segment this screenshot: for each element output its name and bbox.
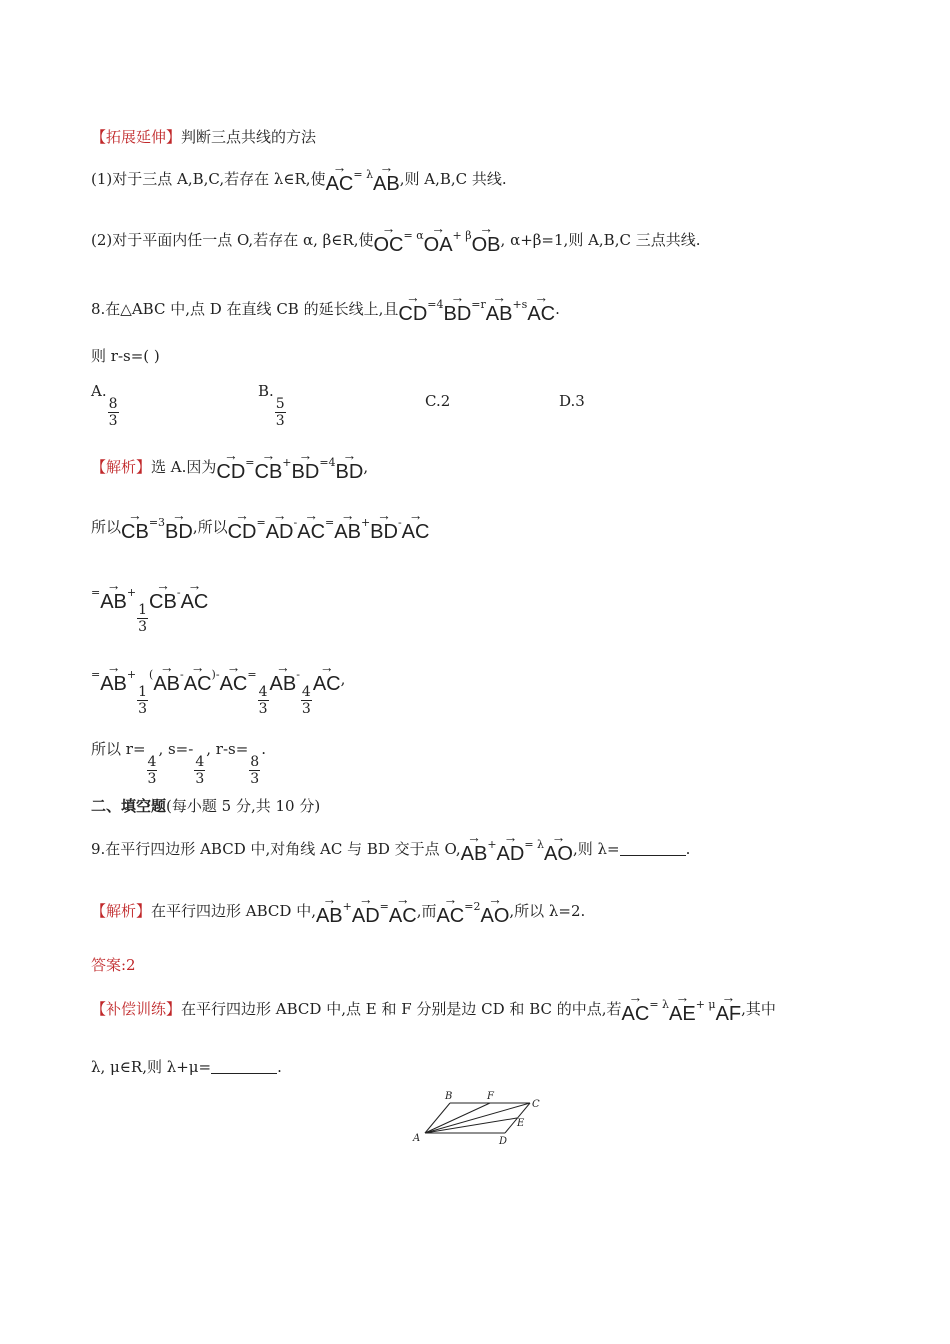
choice-c[interactable]: C.2 xyxy=(425,392,451,410)
vector-OC: → OC xyxy=(373,225,403,255)
label-D: D xyxy=(499,1136,508,1147)
ext-tag: 【拓展延伸】 xyxy=(91,128,182,146)
vector-OA: → OA xyxy=(424,225,453,255)
ext-heading xyxy=(91,126,316,147)
answer-9: 答案:2 xyxy=(91,956,136,974)
choice-b[interactable]: B. $\frac{5}{3}$ xyxy=(258,382,285,429)
label-E: E xyxy=(517,1118,525,1129)
question-8-stem: 8.在△ABC 中,点 D 在直线 CB 的延长线上,且→ $CD^{=4}\to BD^{=r}\to AB^{+s}\to$ AC. xyxy=(91,294,560,324)
ext-point-1: (1)对于三点 A,B,C,若存在 λ∈R,使→ $AC^{= \lambda}\to$ AB,则 A,B,C 共线. xyxy=(91,164,507,194)
extra-question-line-2: λ, μ∈R,则 λ+μ= . xyxy=(91,1058,282,1076)
choice-d[interactable]: D.3 xyxy=(559,392,585,410)
answer-blank-9[interactable] xyxy=(620,841,686,856)
label-F: F xyxy=(487,1091,494,1102)
choice-a[interactable]: A. $\frac{8}{3}$ xyxy=(91,382,118,429)
solution-8-line-1: 【解析】选 A.因为→ $CD^=\to CB^+\to BD^{=4}\to$ BD, xyxy=(91,452,368,482)
section-2-heading: 二、填空题(每小题 5 分,共 10 分) xyxy=(91,797,321,815)
parallelogram-figure xyxy=(405,1085,555,1150)
label-C: C xyxy=(532,1099,540,1110)
solution-9: 【解析】在平行四边形 ABCD 中,→ AB+→ AD=→ AC,而→ $AC^{=2}\to$ AO,所以 λ=2. xyxy=(91,896,585,926)
answer-blank-extra[interactable] xyxy=(211,1059,277,1074)
question-8-ask: 则 r-s=( ) xyxy=(91,347,160,365)
label-A: A xyxy=(413,1133,421,1144)
solution-8-line-2: 所以→ $CB^{=3}\to$ BD,所以→ CD=→ AD-→ AC=→ AB+→ BD-→ AC xyxy=(91,512,429,542)
solution-8-line-5: 所以 r= $\frac{4}{3}$ , s=- $\frac{4}{3}$ , r-s= $\frac{8}{3}$ . xyxy=(91,740,266,787)
solution-8-line-3: =→ AB+ $\frac{1}{3}$ → CB-→ AC xyxy=(91,582,208,635)
label-B: B xyxy=(445,1091,453,1102)
vector-OB: → OB xyxy=(472,225,501,255)
extra-question: 【补偿训练】在平行四边形 ABCD 中,点 E 和 F 分别是边 CD 和 BC 的中点,若→ $AC^{= \lambda}\to AE^{+ \mu}\to$ AF,其中 xyxy=(91,994,776,1024)
ext-point-2: (2)对于平面内任一点 O,若存在 α, β∈R,使→ $OC^{= \alpha}\to OA^{+ \beta}\to$ OB, α+β=1,则 A,B,C 三点共线. xyxy=(91,225,701,255)
vector-AC: → AC xyxy=(326,164,354,194)
vector-AB: → AB xyxy=(373,164,400,194)
question-9-stem: 9.在平行四边形 ABCD 中,对角线 AC 与 BD 交于点 $O,\to AB^+\to AD^{= \lambda}\to$ AO,则 λ= . xyxy=(91,834,690,864)
ext-title: 判断三点共线的方法 xyxy=(181,128,317,146)
solution-8-line-4: =→ AB+ $\frac{1}{3}$ (→ AB-→ AC)-→ AC= $\frac{4}{3}$ → AB- $\frac{4}{3}$ → AC, xyxy=(91,664,345,717)
